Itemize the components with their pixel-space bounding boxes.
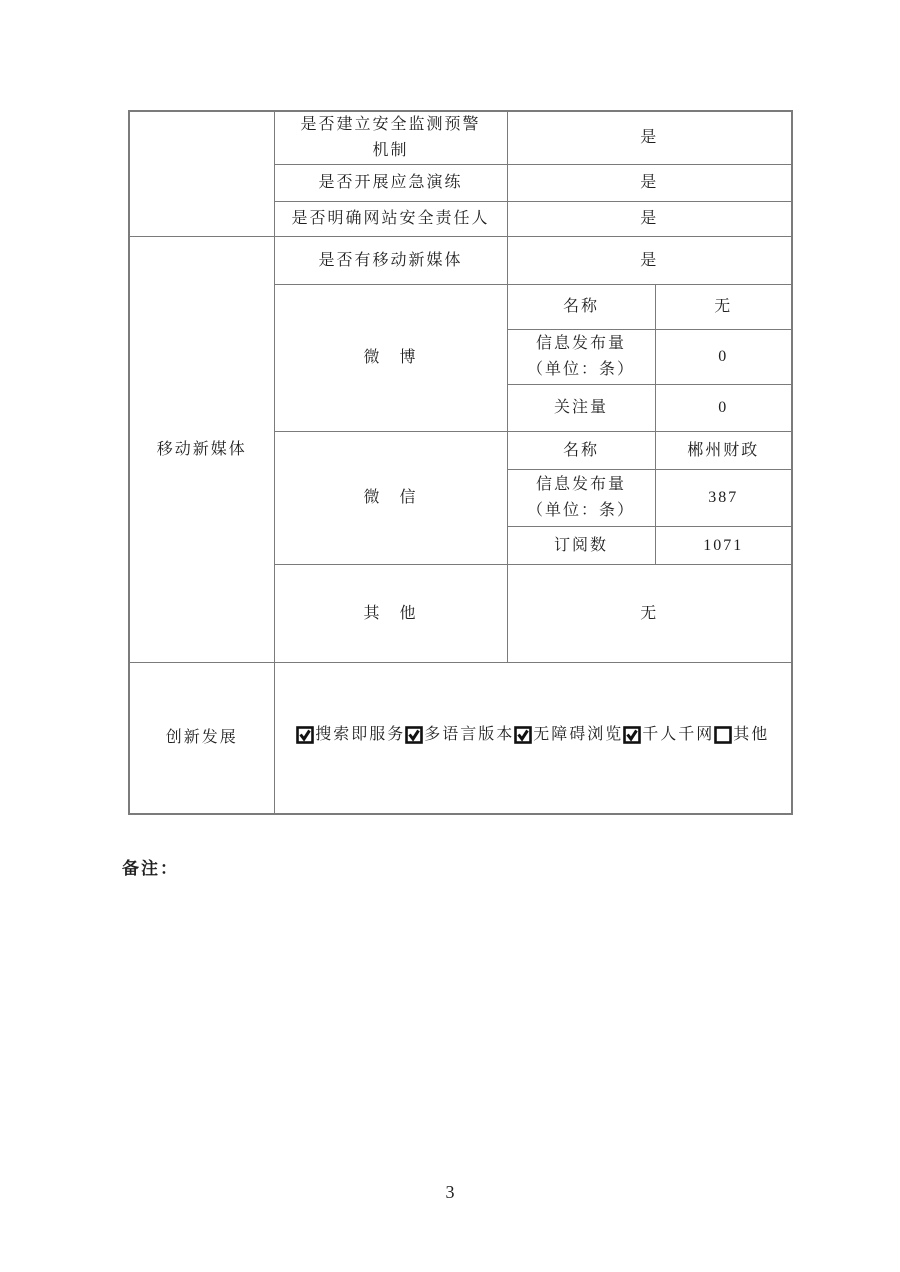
wechat-posts-label-line1: 信息发布量 bbox=[535, 476, 626, 493]
has-mobile-media-label: 是否有移动新媒体 bbox=[274, 237, 507, 285]
emergency-drill-label: 是否开展应急演练 bbox=[274, 165, 507, 202]
innovation-option-label: 无障碍浏览 bbox=[533, 726, 624, 744]
wechat-name-value: 郴州财政 bbox=[655, 432, 792, 470]
category-cell-empty bbox=[129, 111, 274, 237]
wechat-subscribers-value: 1071 bbox=[655, 527, 792, 565]
innovation-option bbox=[296, 723, 405, 747]
checkbox-icon bbox=[405, 726, 423, 744]
innovation-option-label: 千人千网 bbox=[642, 726, 715, 744]
other-media-label: 其 他 bbox=[274, 565, 507, 663]
weibo-posts-value: 0 bbox=[655, 330, 792, 385]
innovation-options-cell bbox=[274, 663, 792, 814]
innovation-option bbox=[514, 723, 623, 747]
security-warning-label-line1: 是否建立安全监测预警 bbox=[300, 116, 481, 133]
security-warning-label-cell bbox=[274, 111, 507, 165]
table-row bbox=[129, 111, 792, 165]
weibo-followers-value: 0 bbox=[655, 385, 792, 432]
security-warning-label-line2: 机制 bbox=[372, 142, 409, 159]
wechat-name-label: 名称 bbox=[507, 432, 655, 470]
other-media-value: 无 bbox=[507, 565, 792, 663]
wechat-subscribers-label: 订阅数 bbox=[507, 527, 655, 565]
category-innovation: 创新发展 bbox=[129, 663, 274, 814]
category-mobile-media: 移动新媒体 bbox=[129, 237, 274, 663]
weibo-name-label: 名称 bbox=[507, 285, 655, 330]
checkbox-icon bbox=[296, 726, 314, 744]
weibo-posts-label-line1: 信息发布量 bbox=[535, 335, 626, 352]
checkbox-icon bbox=[623, 726, 641, 744]
table-row bbox=[129, 237, 792, 285]
security-warning-value: 是 bbox=[507, 111, 792, 165]
weibo-label: 微 博 bbox=[274, 285, 507, 432]
wechat-posts-label-line2: （单位：条） bbox=[526, 502, 635, 519]
innovation-option bbox=[714, 723, 769, 747]
weibo-posts-label-line2: （单位：条） bbox=[526, 361, 635, 378]
emergency-drill-value: 是 bbox=[507, 165, 792, 202]
has-mobile-media-value: 是 bbox=[507, 237, 792, 285]
weibo-name-value: 无 bbox=[655, 285, 792, 330]
table-row bbox=[129, 663, 792, 814]
security-officer-value: 是 bbox=[507, 202, 792, 237]
innovation-option-label: 搜索即服务 bbox=[315, 726, 406, 744]
weibo-posts-label-cell bbox=[507, 330, 655, 385]
innovation-option bbox=[623, 723, 714, 747]
wechat-posts-value: 387 bbox=[655, 470, 792, 527]
annual-report-table bbox=[128, 110, 793, 815]
checkbox-icon bbox=[714, 726, 732, 744]
weibo-followers-label: 关注量 bbox=[507, 385, 655, 432]
checkbox-icon bbox=[514, 726, 532, 744]
wechat-posts-label-cell bbox=[507, 470, 655, 527]
security-officer-label: 是否明确网站安全责任人 bbox=[274, 202, 507, 237]
page-number: 3 bbox=[445, 1182, 455, 1202]
innovation-option-label: 其他 bbox=[733, 726, 770, 744]
wechat-label: 微 信 bbox=[274, 432, 507, 565]
innovation-option-label: 多语言版本 bbox=[424, 726, 515, 744]
innovation-option bbox=[405, 723, 514, 747]
remarks-label: 备注： bbox=[122, 859, 179, 878]
